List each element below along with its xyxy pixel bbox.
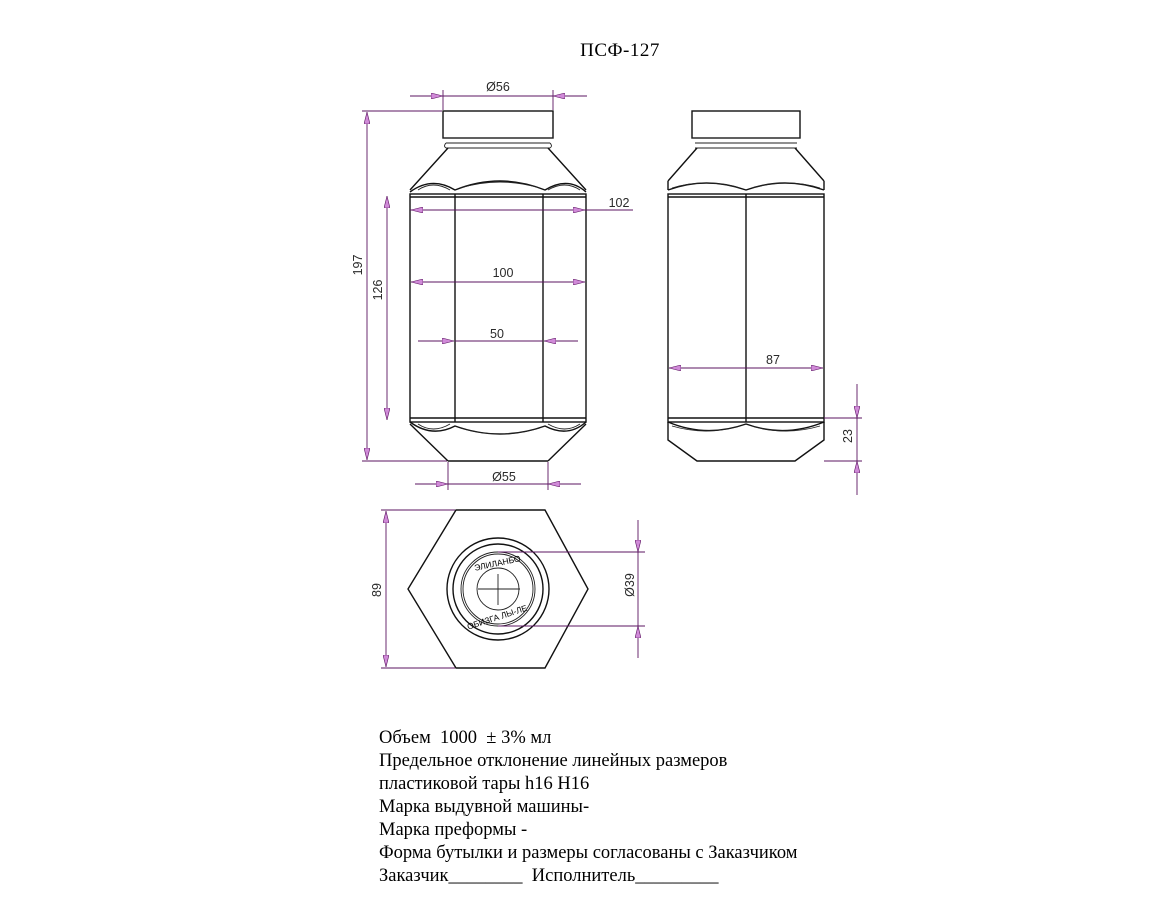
note-preform: Марка преформы -: [379, 820, 528, 840]
dim-total-height: 197: [351, 254, 365, 276]
dim-body-height: 126: [371, 279, 385, 301]
base-outline: [410, 424, 586, 461]
base-arcs: [410, 422, 586, 434]
dim-face-width: 50: [490, 327, 504, 341]
note-agreement: Форма бутылки и размеры согласованы с Заказчиком: [379, 843, 798, 863]
front-view: [410, 111, 586, 461]
note-signatures: Заказчик________ Исполнитель_________: [379, 866, 719, 886]
dim-cap-diameter: Ø56: [486, 80, 510, 94]
top-view: [408, 510, 588, 668]
dim-base-height: 23: [841, 429, 855, 443]
note-volume: Объем 1000 ± 3% мл: [379, 728, 552, 748]
notes-block: [379, 727, 797, 888]
drawing-title: ПСФ-127: [580, 40, 660, 61]
svg-text:ЭЛИЛАНБО: ЭЛИЛАНБО: [473, 553, 522, 573]
body-outline: [410, 194, 586, 422]
dim-width-flats: 100: [492, 266, 514, 280]
shoulder-arcs: [410, 181, 586, 192]
cap-outline: [443, 111, 553, 138]
side-view: [668, 111, 824, 461]
dim-base-diameter: Ø55: [492, 470, 516, 484]
note-blow-machine: Марка выдувной машины-: [379, 797, 590, 817]
dim-top-flats: 89: [370, 583, 384, 597]
note-tolerance-2: пластиковой тары h16 H16: [379, 774, 590, 794]
dimension-lines: [362, 90, 862, 668]
dim-width-corners: 102: [608, 196, 630, 210]
dim-side-width: 87: [766, 353, 780, 367]
dim-neck-diameter: Ø39: [623, 573, 637, 597]
neck-rings: [443, 138, 553, 148]
svg-text:ОБИЗГА ЛЫ-ЛЕ: ОБИЗГА ЛЫ-ЛЕ: [465, 602, 529, 632]
note-tolerance-1: Предельное отклонение линейных размеров: [379, 751, 728, 771]
